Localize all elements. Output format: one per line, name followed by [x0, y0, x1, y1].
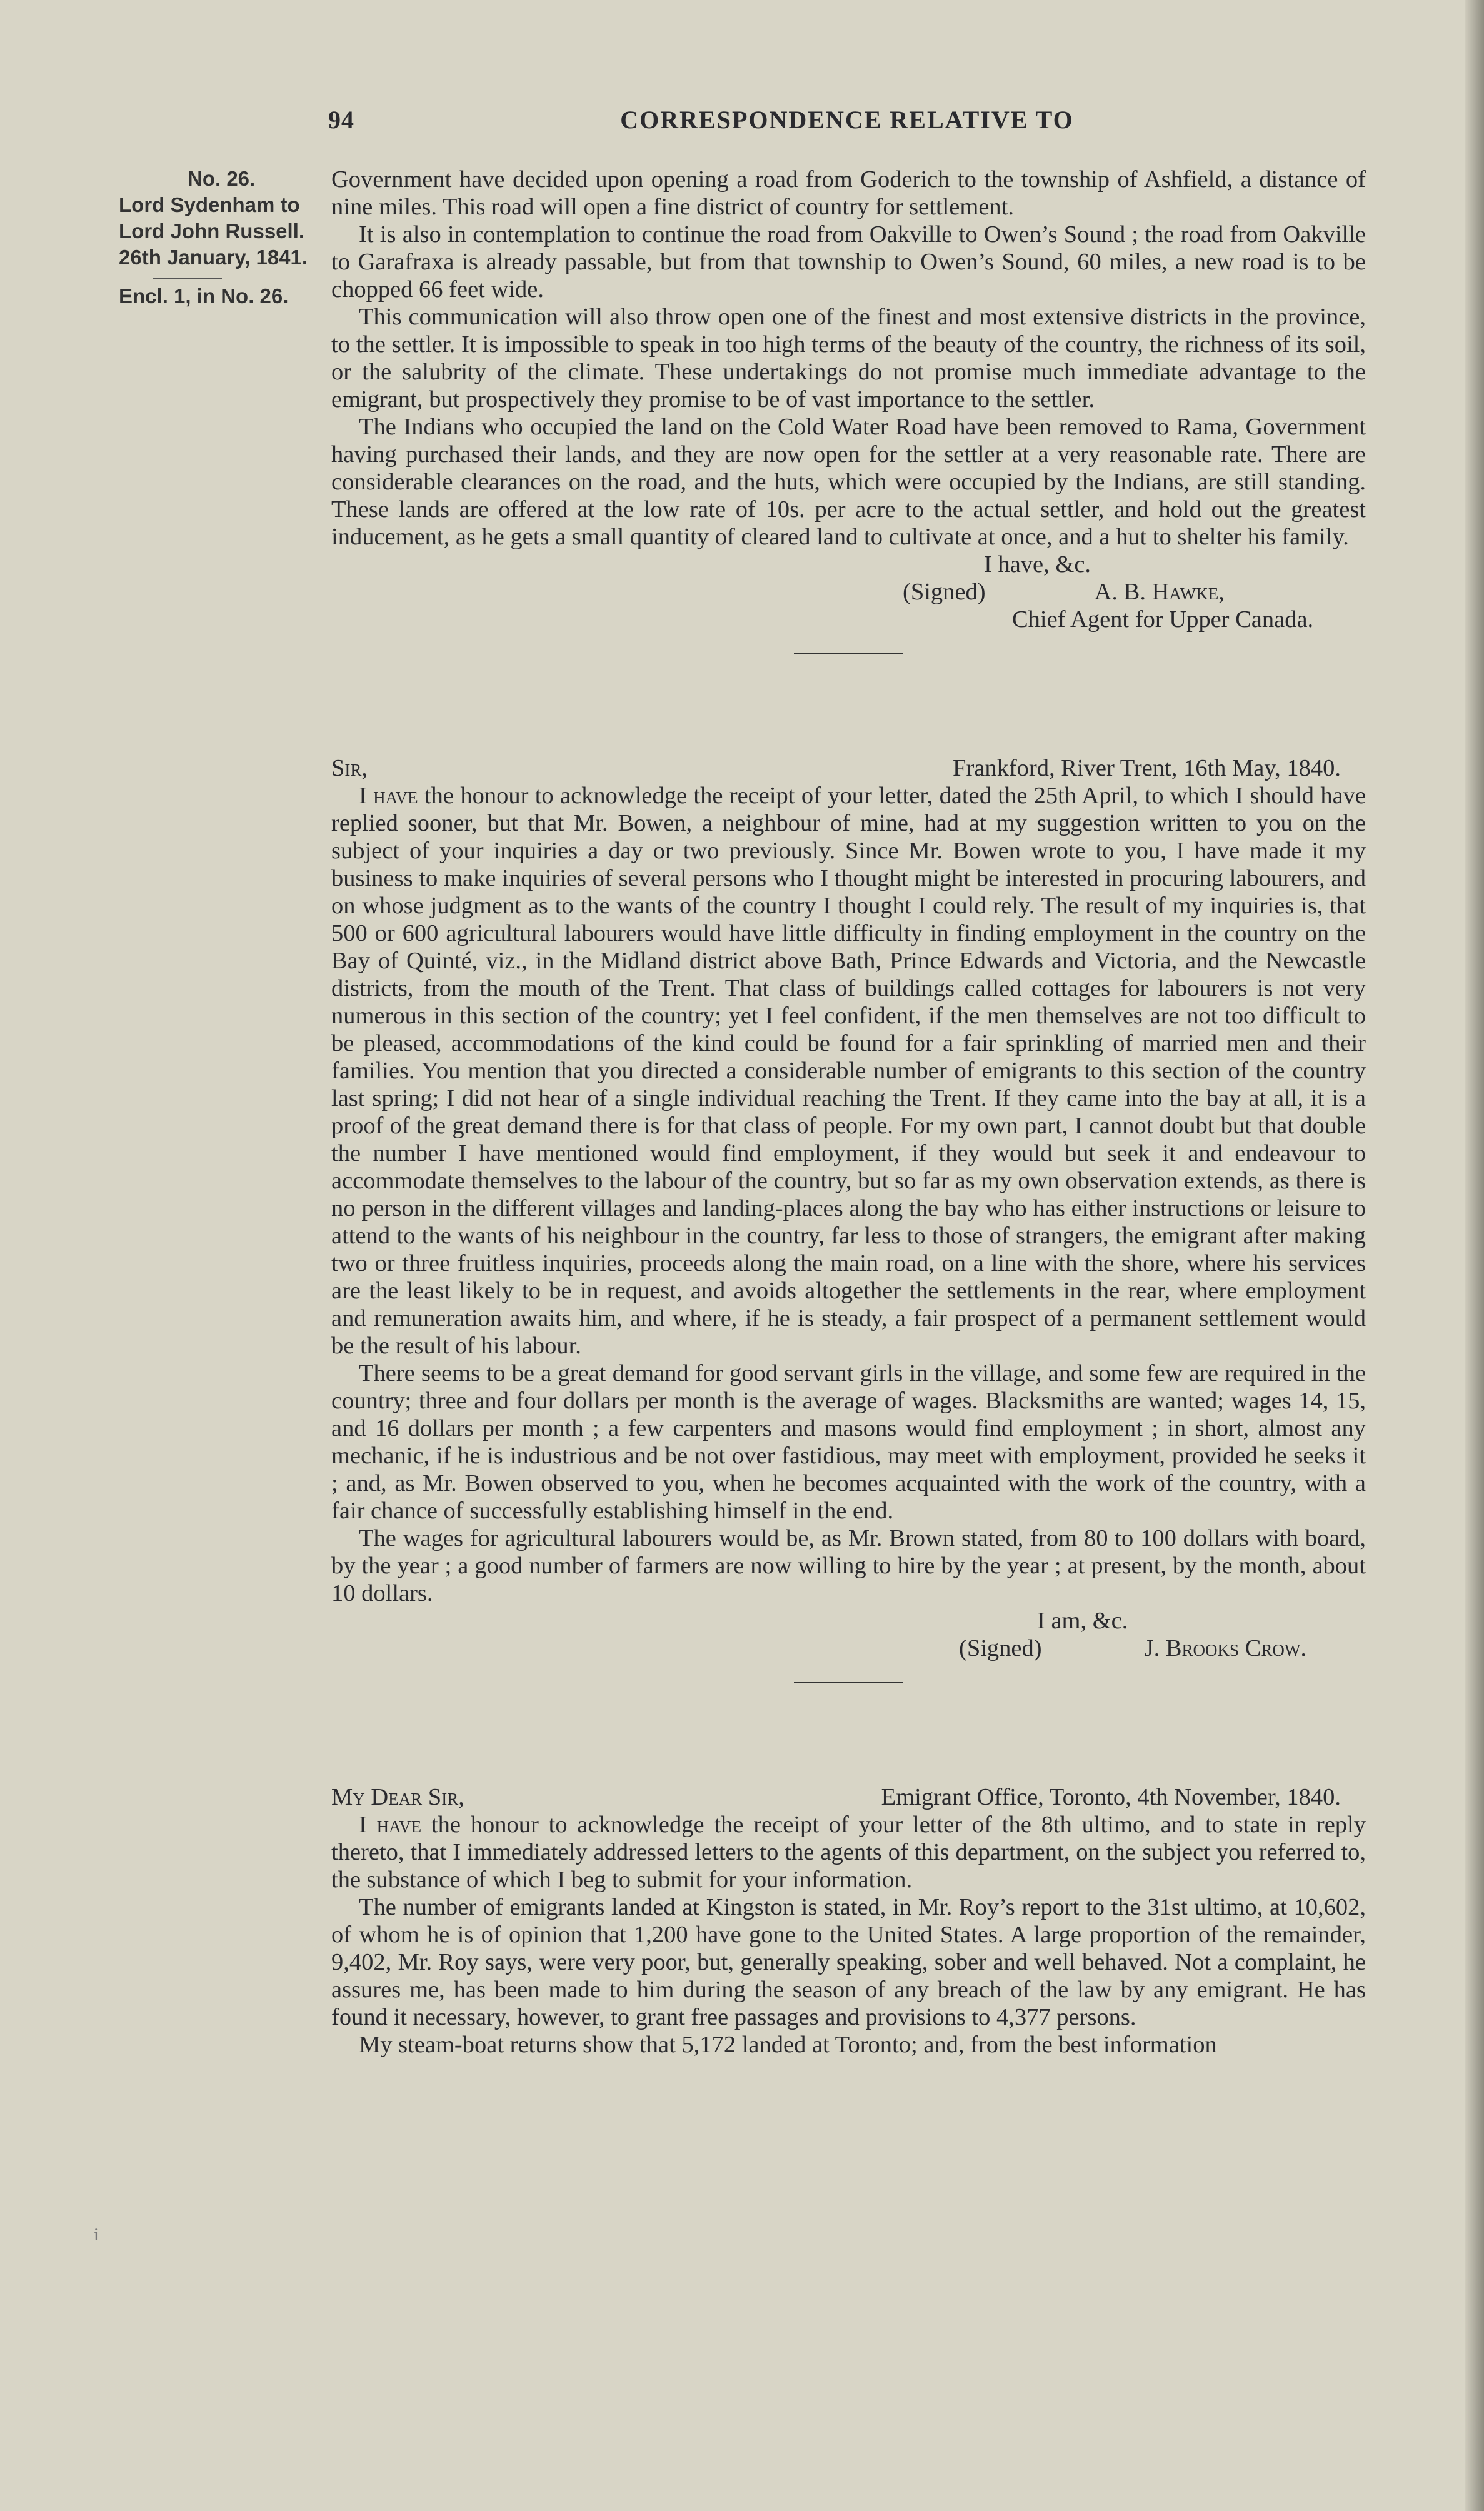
paragraph: This communication will also throw open one of the finest and most extensive districts in the province, to the settler. It is impossible to speak in too high terms of the beauty of the country, the richness of its soil, or the salubrity of the climate. These undertakings do not promise much immediate advantage to the emigrant, but prospectively they promise to be of vast importance to the settler.	[331, 304, 1366, 413]
running-header	[328, 105, 1366, 143]
dateline: Emigrant Office, Toronto, 4th November, 1840.	[881, 1784, 1341, 1810]
dateline: Frankford, River Trent, 16th May, 1840.	[953, 755, 1341, 781]
paragraph: There seems to be a great demand for good servant girls in the village, and some few are required in the country; three and four dollars per month is the average of wages. Blacksmiths are wanted; wages 14, 15, and 16 dollars per month ; a few carpenters and masons would find employment ; in short, almost any mechanic, if he is industrious and be not over fastidious, may meet with employment, provided he seeks it ; and, as Mr. Bowen observed to you, when he becomes acquainted with the work of the country, with a fair chance of successfully establishing himself in the end.	[331, 1360, 1366, 1524]
page-number: 94	[328, 106, 354, 134]
margin-note-enclosure: Encl. 1, in No. 26.	[119, 284, 289, 308]
closing: I am, &c.	[1037, 1608, 1128, 1634]
signature-line	[331, 1635, 1366, 1662]
margin-note-date: 26th January, 1841.	[119, 246, 308, 269]
letter-hawke	[331, 166, 1366, 654]
paragraph-text: the honour to acknowledge the receipt of your letter, dated the 25th April, to which I should have replied sooner, but that Mr. Bowen, a neighbour of mine, had at my suggestion written to you on the subject of your inquiries a day or two previously. Since Mr. Bowen wrote to you, I have made it my business to make inquiries of several persons who I thought might be interested in procuring labourers, and on whose judgment as to the wants of the country I thought I could rely. The result of my inquiries is, that 500 or 600 agricultural labourers would have little difficulty in finding employment in the country on the Bay of Quinté, viz., in the Midland district above Bath, Prince Edwards and Victoria, and the Newcastle districts, from the mouth of the Trent. That class of buildings called cottages for labourers is not very numerous in this section of the country; yet I feel confident, if the men themselves are not too difficult to be pleased, accommodations of the kind could be found for a fair sprinkling of married men and their families. You mention that you directed a considerable number of emigrants to this section of the country last spring; I did not hear of a single individual reaching the Trent. If they came into the bay at all, it is a proof of the great demand there is for that class of people. For my own part, I cannot doubt but that double the number I have mentioned would find employment, if they would but seek it and endeavour to accommodate themselves to the labour of the country, but so far as my own observation extends, as there is no person in the different villages and landing-places along the bay who has either instructions or leisure to attend to the wants of his neighbour in the country, far less to those of strangers, the emigrant after making two or three fruitless inquiries, proceeds along the main road, on a line with the shore, where his services are the least likely to be in request, and avoids altogether the settlements in the rear, where employment and remuneration awaits him, and where, if he is steady, a fair prospect of a permanent settlement would be the result of his labour.	[331, 783, 1366, 1359]
running-title: CORRESPONDENCE RELATIVE TO	[620, 106, 1074, 134]
margin-note-from: Lord Sydenham to	[119, 193, 300, 216]
page-body	[331, 166, 1366, 2058]
paragraph	[331, 782, 1366, 1360]
signed-label: (Signed)	[959, 1635, 1042, 1661]
letter-heading	[331, 1783, 1366, 1811]
margin-notes	[119, 166, 334, 309]
signer-name: J. Brooks Crow.	[1144, 1635, 1306, 1661]
paragraph: Government have decided upon opening a road from Goderich to the township of Ashfield, a distance of nine miles. This road will open a fine district of country for settlement.	[331, 166, 1366, 220]
signer-name: A. B. Hawke,	[1094, 579, 1225, 605]
salutation: Sir,	[331, 755, 368, 781]
paragraph: The Indians who occupied the land on the Cold Water Road have been removed to Rama, Government having purchased their lands, and they are now open for the settler at a very reasonable rate. There are considerable clearances on the road, and the huts, which were occupied by the Indians, are still standing. These lands are offered at the low rate of 10s. per acre to the actual settler, and hold out the greatest inducement, as he gets a small quantity of cleared land to cultivate at once, and a hut to shelter his family.	[331, 414, 1366, 550]
paragraph: The number of emigrants landed at Kingston is stated, in Mr. Roy’s report to the 31st ultimo, at 10,602, of whom he is of opinion that 1,200 have gone to the United States. A large proportion of the remainder, 9,402, Mr. Roy says, were very poor, but, generally speaking, sober and well behaved. Not a complaint, he assures me, has been made to him during the season of any breach of the law by any emigrant. He has found it necessary, however, to grant free passages and provisions to 4,377 persons.	[331, 1894, 1366, 2030]
section-divider	[794, 1682, 903, 1683]
letter-toronto	[331, 1783, 1366, 2058]
signed-label: (Signed)	[903, 579, 986, 605]
signer-title: Chief Agent for Upper Canada.	[1012, 606, 1314, 633]
paragraph-text: the honour to acknowledge the receipt of your letter of the 8th ultimo, and to state in reply thereto, that I immediately addressed letters to the agents of this department, on the subject you referred to, the substance of which I beg to submit for your information.	[331, 1812, 1366, 1893]
margin-note-to: Lord John Russell.	[119, 219, 305, 243]
signature-line	[331, 578, 1366, 606]
paragraph: My steam-boat returns show that 5,172 landed at Toronto; and, from the best information	[359, 2032, 1217, 2058]
paragraph: The wages for agricultural labourers would be, as Mr. Brown stated, from 80 to 100 dollars with board, by the year ; a good number of farmers are now willing to hire by the year ; at present, by the month, about 10 dollars.	[331, 1525, 1366, 1606]
stray-mark: i	[94, 2225, 99, 2245]
salutation: My Dear Sir,	[331, 1784, 464, 1810]
margin-divider	[153, 278, 222, 279]
section-divider	[794, 653, 903, 654]
paragraph	[331, 1811, 1366, 1893]
opening-word: I have	[359, 783, 418, 809]
letter-crow	[331, 754, 1366, 1683]
margin-note-number: No. 26.	[188, 167, 256, 190]
opening-word: I have	[359, 1812, 422, 1838]
paragraph: It is also in contemplation to continue the road from Oakville to Owen’s Sound ; the road from Oakville to Garafraxa is already passable, but from that township to Owen’s Sound, 60 miles, a new road is to be chopped 66 feet wide.	[331, 221, 1366, 303]
closing: I have, &c.	[984, 551, 1091, 578]
letter-heading	[331, 754, 1366, 782]
page-edge-shadow	[1465, 0, 1484, 2511]
